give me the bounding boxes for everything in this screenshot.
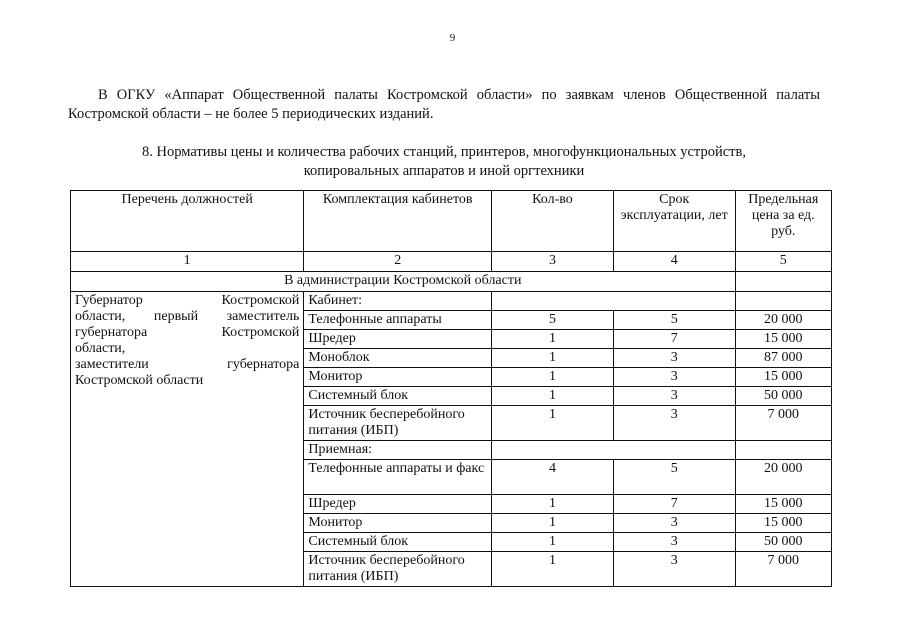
section-title (68, 143, 820, 181)
equipment-name: Шредер (304, 495, 492, 514)
column-number: 2 (304, 252, 492, 272)
equipment-price: 50 000 (735, 533, 831, 552)
equipment-price: 50 000 (735, 387, 831, 406)
position-line: Костромской области (75, 373, 204, 388)
norms-table (70, 190, 832, 587)
equipment-quantity: 1 (492, 514, 614, 533)
column-number: 3 (492, 252, 614, 272)
positions-list (71, 292, 304, 587)
equipment-quantity: 1 (492, 349, 614, 368)
header-positions: Перечень должностей (71, 191, 304, 252)
position-line: области, (75, 341, 126, 356)
equipment-price: 15 000 (735, 368, 831, 387)
equipment-term: 3 (613, 368, 735, 387)
equipment-name: Монитор (304, 514, 492, 533)
page-number: 9 (449, 32, 456, 44)
equipment-quantity: 1 (492, 533, 614, 552)
equipment-price: 7 000 (735, 406, 831, 441)
header-term: Срок эксплуатации, лет (613, 191, 735, 252)
equipment-term: 3 (613, 533, 735, 552)
equipment-name: Системный блок (304, 533, 492, 552)
section-title-line-1: 8. Нормативы цены и количества рабочих станций, принтеров, многофункциональных устройств, (142, 144, 746, 160)
cabinet-label: Кабинет: (304, 292, 492, 311)
equipment-quantity: 1 (492, 495, 614, 514)
equipment-price: 15 000 (735, 495, 831, 514)
label-empty-cell (735, 441, 831, 460)
equipment-term: 3 (613, 349, 735, 368)
equipment-price: 15 000 (735, 330, 831, 349)
equipment-price: 7 000 (735, 552, 831, 587)
equipment-term: 3 (613, 406, 735, 441)
equipment-quantity: 1 (492, 368, 614, 387)
reception-label: Приемная: (304, 441, 492, 460)
cabinet-label-row (71, 292, 832, 311)
equipment-price: 15 000 (735, 514, 831, 533)
group-title-row (71, 272, 832, 292)
section-title-line-2: копировальных аппаратов и иной оргтехники (303, 163, 585, 179)
equipment-name: Источник бесперебойного питания (ИБП) (304, 406, 492, 441)
equipment-term: 7 (613, 330, 735, 349)
equipment-term: 3 (613, 514, 735, 533)
equipment-name: Телефонные аппараты и факс (304, 460, 492, 495)
equipment-price: 87 000 (735, 349, 831, 368)
equipment-quantity: 1 (492, 406, 614, 441)
column-number: 4 (613, 252, 735, 272)
equipment-name: Монитор (304, 368, 492, 387)
group-title-empty-cell (735, 272, 831, 292)
equipment-quantity: 1 (492, 387, 614, 406)
column-number: 1 (71, 252, 304, 272)
equipment-quantity: 1 (492, 330, 614, 349)
equipment-term: 5 (613, 460, 735, 495)
intro-paragraph: В ОГКУ «Аппарат Общественной палаты Костромской области» по заявкам членов Общественной палаты Костромской области – не более 5 периодических изданий. (68, 87, 820, 122)
equipment-quantity: 4 (492, 460, 614, 495)
position-line: заместители губернатора (75, 357, 300, 372)
equipment-term: 3 (613, 552, 735, 587)
equipment-name: Моноблок (304, 349, 492, 368)
header-quantity: Кол-во (492, 191, 614, 252)
header-equipment: Комплектация кабинетов (304, 191, 492, 252)
equipment-name: Источник бесперебойного питания (ИБП) (304, 552, 492, 587)
equipment-price: 20 000 (735, 311, 831, 330)
equipment-name: Телефонные аппараты (304, 311, 492, 330)
header-price: Предельная цена за ед. руб. (735, 191, 831, 252)
label-empty-cell (492, 441, 736, 460)
position-line: губернатора Костромской (75, 325, 300, 340)
equipment-term: 5 (613, 311, 735, 330)
equipment-term: 3 (613, 387, 735, 406)
equipment-quantity: 1 (492, 552, 614, 587)
position-line: Губернатор Костромской (75, 293, 300, 308)
column-numbers-row (71, 252, 832, 272)
equipment-quantity: 5 (492, 311, 614, 330)
equipment-name: Шредер (304, 330, 492, 349)
table-header-row (71, 191, 832, 252)
equipment-term: 7 (613, 495, 735, 514)
label-empty-cell (492, 292, 736, 311)
label-empty-cell (735, 292, 831, 311)
equipment-price: 20 000 (735, 460, 831, 495)
group-title: В администрации Костромской области (71, 272, 736, 292)
equipment-name: Системный блок (304, 387, 492, 406)
position-line: области, первый заместитель (75, 309, 300, 324)
column-number: 5 (735, 252, 831, 272)
